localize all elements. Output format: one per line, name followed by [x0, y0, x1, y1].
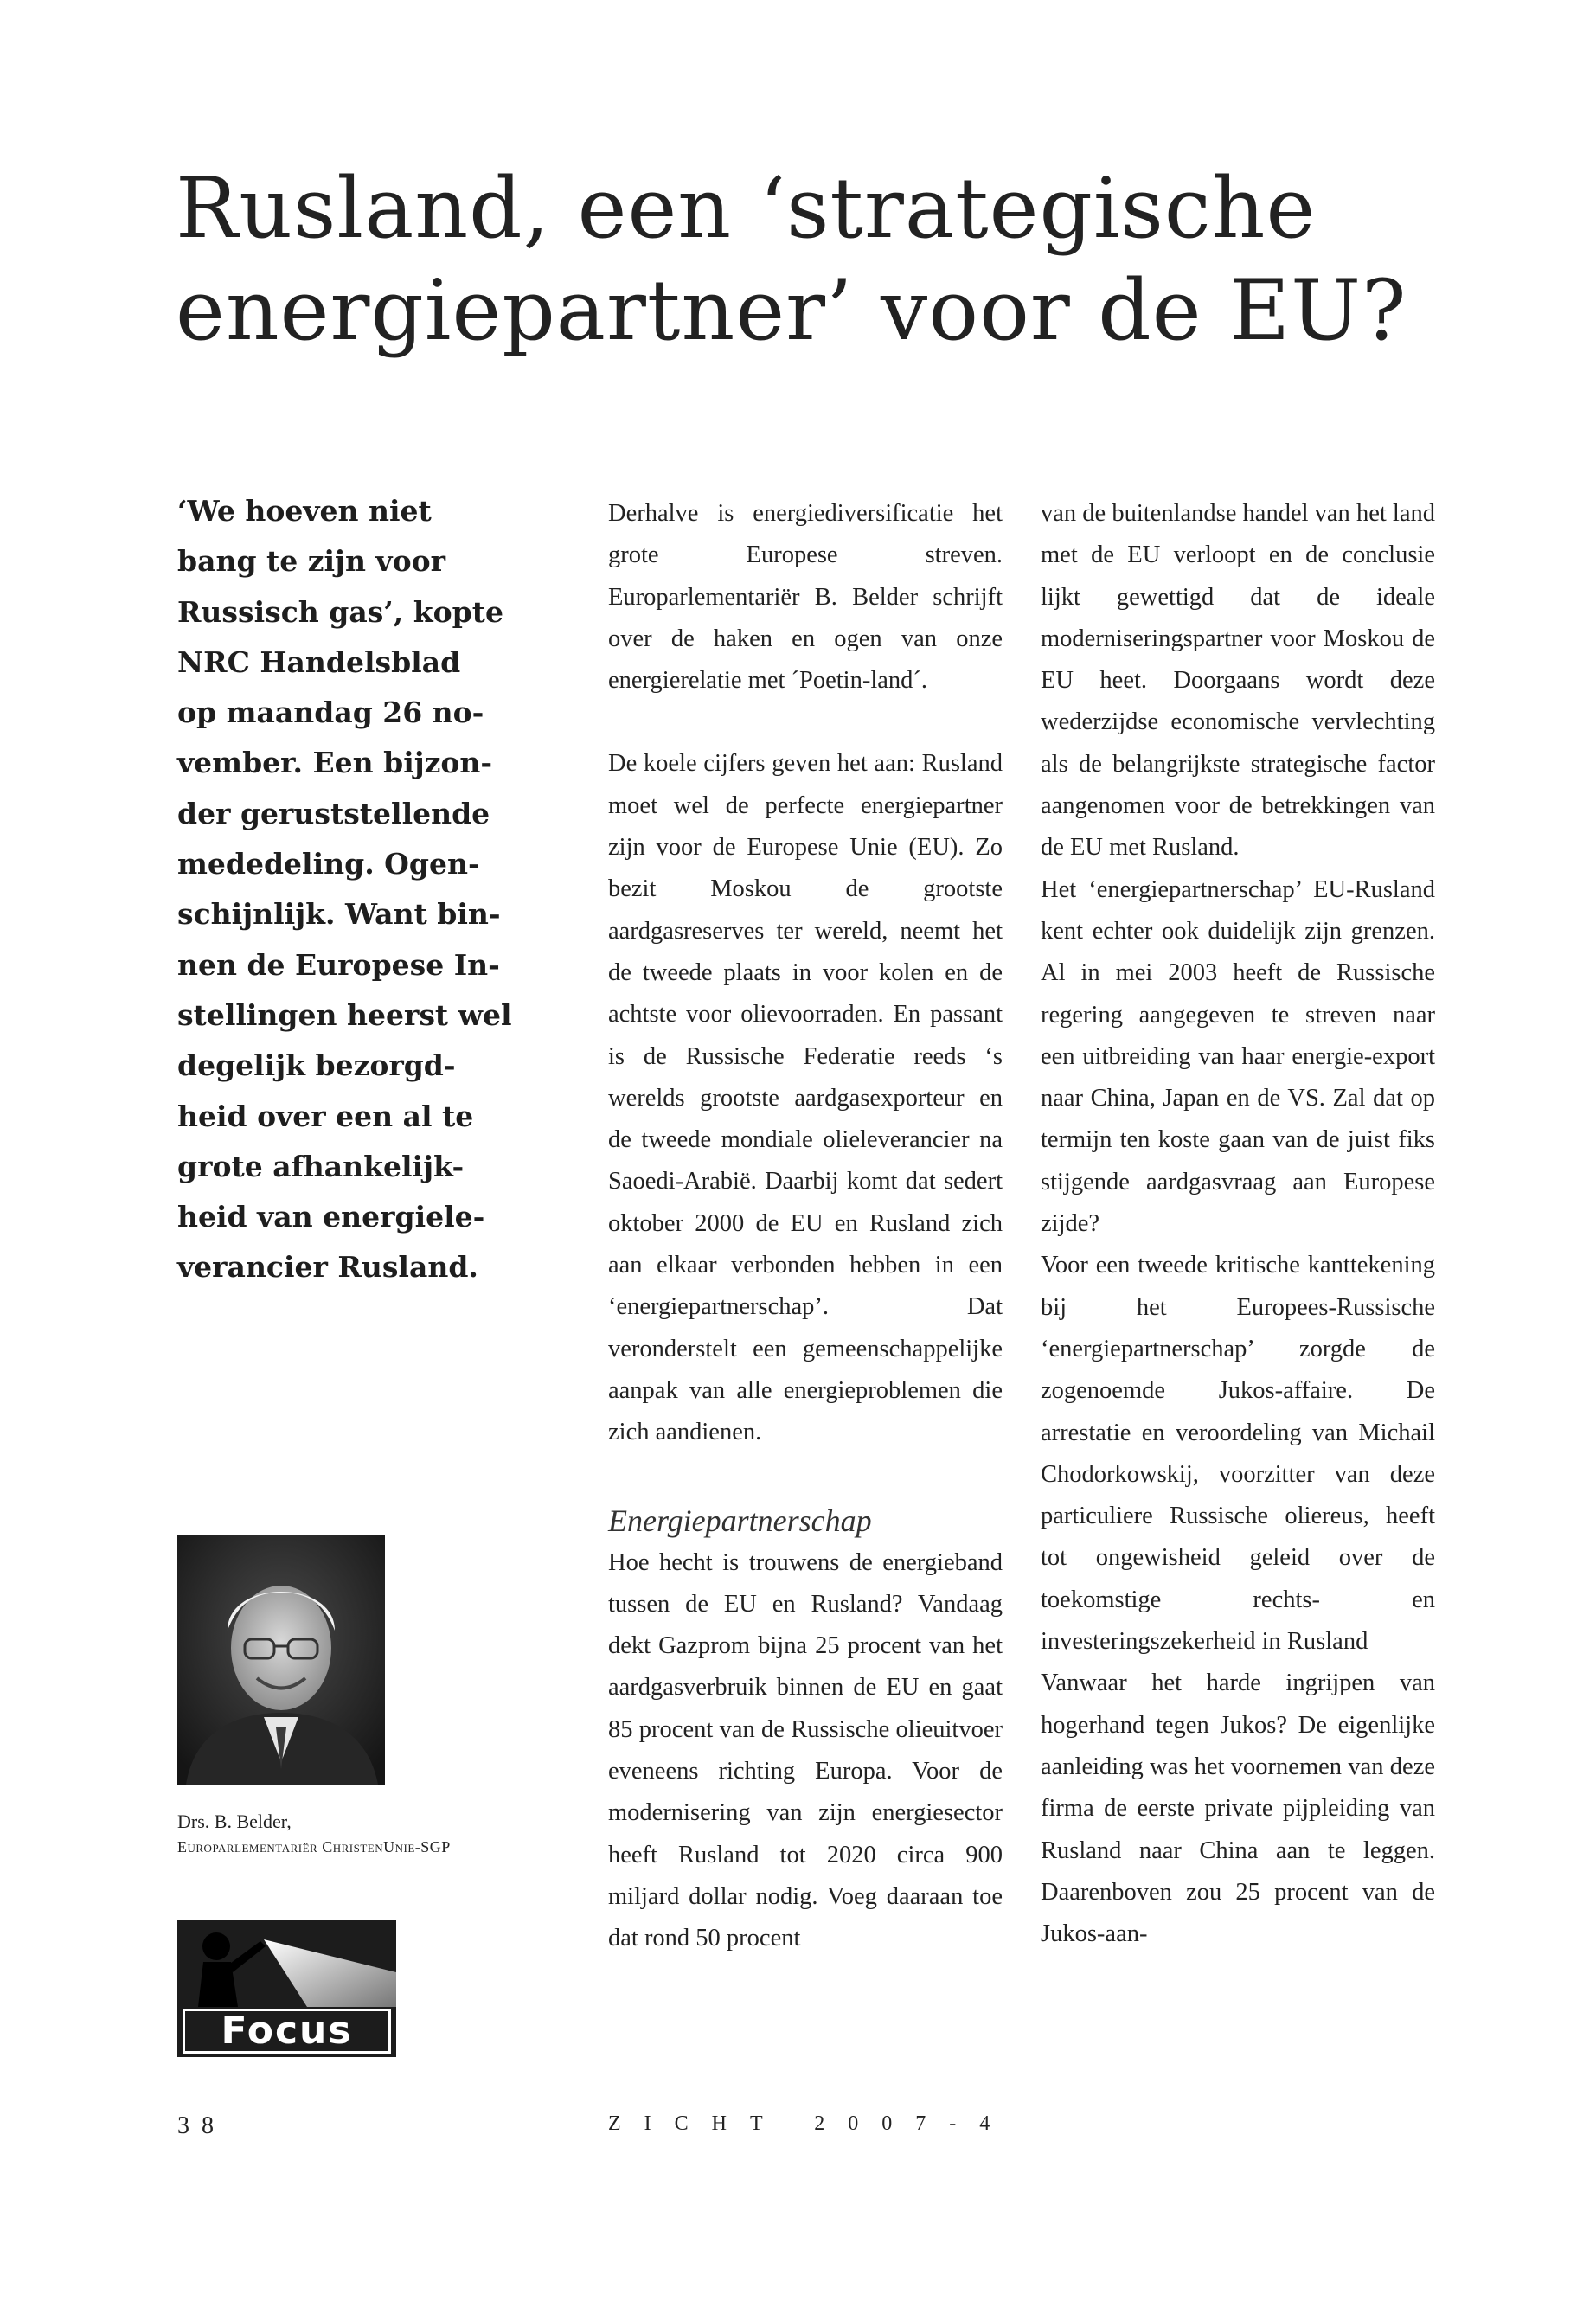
pullquote-line: mededeling. Ogen-	[177, 847, 480, 881]
photo-caption-role: Europarlementariër ChristenUnie-SGP	[177, 1838, 451, 1856]
pullquote-line: op maandag 26 no-	[177, 695, 484, 730]
section-subheading: Energiepartnerschap	[608, 1503, 872, 1538]
pullquote-line: vember. Een bijzon-	[177, 746, 493, 780]
pullquote-line: degelijk bezorgd-	[177, 1048, 456, 1083]
title-line-1: Rusland, een ‘strategische	[176, 160, 1317, 257]
focus-logo-text: Focus	[183, 2009, 391, 2054]
pullquote-line: nen de Europese In-	[177, 947, 500, 982]
body-paragraph: Het ‘energiepartnerschap’ EU-Rusland kent echter ook duidelijk zijn grenzen. Al in mei 2003 heeft de Russische regering aangegeven te streven naar een uitbreiding van haar energie-export naar China, Japan en de VS. Zal dat op termijn ten koste gaan van de juist fiks stijgende aardgasvraag aan Europese zijde?	[1041, 875, 1435, 1238]
photo-caption-name: Drs. B. Belder,	[177, 1811, 292, 1832]
author-portrait-photo	[177, 1535, 385, 1785]
article-column-2	[1041, 493, 1435, 1955]
title-line-2: energiepartner’ voor de EU?	[176, 262, 1407, 359]
pullquote-line: verancier Rusland.	[177, 1250, 478, 1285]
pullquote-line: stellingen heerst wel	[177, 997, 512, 1032]
pullquote-line: der geruststellende	[177, 796, 490, 830]
intro-paragraph: Derhalve is energiediversificatie het grote Europese streven. Europarlementariër B. Belder schrijft over de haken en ogen van onze energierelatie met ´Poetin-land´.	[608, 500, 1003, 695]
pullquote-line: schijnlijk. Want bin-	[177, 897, 501, 932]
body-paragraph: Vanwaar het harde ingrijpen van hogerhand tegen Jukos? De eigenlijke aanleiding was het voornemen van deze firma de eerste private pijpleiding van Rusland naar China aan te leggen. Daarenboven zou 25 procent van de Jukos-aan-	[1041, 1670, 1435, 1948]
article-title	[176, 157, 1473, 362]
pullquote-line: grote afhankelijk-	[177, 1149, 465, 1183]
body-paragraph: De koele cijfers geven het aan: Rusland moet wel de perfecte energiepartner zijn voor de Europese Unie (EU). Zo bezit Moskou de grootste aardgasreserves ter wereld, neemt het de tweede plaats in voor kolen en de achtste voor olievoorraden. En passant is de Russische Federatie reeds ‘s werelds grootste aardgasexporteur en de tweede mondiale olieleverancier na Saoedi-Arabië. Daarbij komt dat sedert oktober 2000 de EU en Rusland zich aan elkaar verbonden hebben in een ‘energiepartnerschap’. Dat veronderstelt een gemeenschappelijke aanpak van alle energieproblemen die zich aandienen.	[608, 750, 1003, 1446]
body-paragraph: Hoe hecht is trouwens de energieband tussen de EU en Rusland? Vandaag dekt Gazprom bijna 25 procent van het aardgasverbruik binnen de EU en gaat 85 procent van de Russische olieuitvoer eveneens richting Europa. Voor de modernisering van zijn energiesector heeft Rusland tot 2020 circa 900 miljard dollar nodig. Voeg daaraan toe dat rond 50 procent	[608, 1548, 1003, 1952]
page-number: 38	[177, 2112, 226, 2139]
pull-quote	[177, 486, 523, 1293]
pullquote-line: NRC Handelsblad	[177, 644, 461, 679]
body-paragraph: van de buitenlandse handel van het land met de EU verloopt en de conclusie lijkt gewettigd dat de ideale moderniseringspartner voor Moskou de EU heet. Doorgaans wordt deze wederzijdse economische vervlechting als de belangrijkste strategische factor aangenomen voor de betrekkingen van de EU met Rusland.	[1041, 500, 1435, 862]
pullquote-line: bang te zijn voor	[177, 544, 446, 579]
pullquote-line: Russisch gas’, kopte	[177, 594, 503, 629]
article-column-1	[608, 493, 1003, 1960]
pullquote-line: heid van energiele-	[177, 1200, 485, 1234]
pullquote-line: ‘We hoeven niet	[177, 494, 432, 528]
focus-logo	[177, 1920, 396, 2057]
magazine-issue: ZICHT 2007-4	[608, 2112, 1014, 2135]
body-paragraph: Voor een tweede kritische kanttekening bij het Europees-Russische ‘energiepartnerschap’ zorgde de zogenoemde Jukos-affaire. De arrestatie en veroordeling van Michail Chodorkowskij, voorzitter van deze particuliere Russische oliereus, heeft tot ongewisheid geleid over de toekomstige rechts- en investeringszekerheid in Rusland	[1041, 1252, 1435, 1656]
pullquote-line: heid over een al te	[177, 1099, 474, 1133]
